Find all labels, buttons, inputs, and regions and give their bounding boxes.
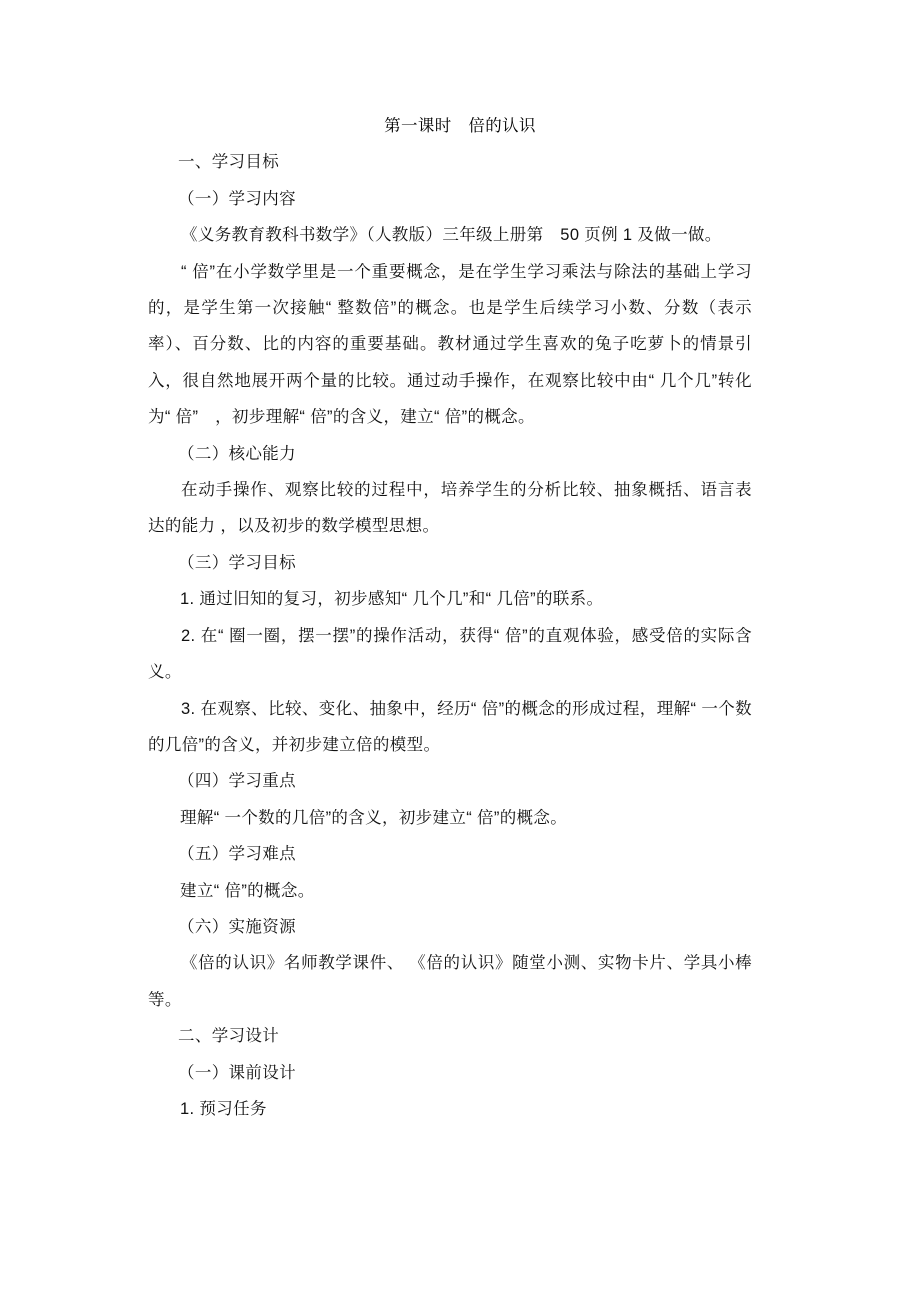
core-ability-paragraph: 在动手操作、观察比较的过程中，培养学生的分析比较、抽象概括、语言表达的能力 ，以及初步的数学模型思想。 xyxy=(148,481,752,536)
resources-text: 《倍的认识》名师教学课件、 《倍的认识》随堂小测、实物卡片、学具小棒等。 xyxy=(148,954,752,1009)
key-point-text: 理解“ 一个数的几倍”的含义，初步建立“ 倍”的概念。 xyxy=(180,808,568,827)
difficulty-text: 建立“ 倍”的概念。 xyxy=(180,881,315,900)
textbook-source-line: 《义务教育教科书数学》（人教版）三年级上册第 50 页例 1 及做一做。 xyxy=(181,226,722,245)
learning-goal-item-2: 2. 在“ 圈一圈，摆一摆”的操作活动，获得“ 倍”的直观体验，感受倍的实际含义。 xyxy=(148,626,752,682)
learning-goal-item-1: 1. 通过旧知的复习，初步感知“ 几个几”和“ 几倍”的联系。 xyxy=(180,590,604,609)
heading-difficulty: （五）学习难点 xyxy=(178,845,296,864)
learning-goal-item-3: 3. 在观察、比较、变化、抽象中，经历“ 倍”的概念的形成过程，理解“ 一个数的几倍”的含义，并初步建立倍的模型。 xyxy=(148,699,752,754)
heading-key-point: （四）学习重点 xyxy=(178,772,296,791)
heading-learning-objectives: 一、学习目标 xyxy=(178,153,280,172)
heading-learning-design: 二、学习设计 xyxy=(178,1027,280,1046)
heading-learning-goals: （三）学习目标 xyxy=(178,553,296,572)
heading-learning-content: （一）学习内容 xyxy=(178,189,296,208)
heading-resources: （六）实施资源 xyxy=(178,917,296,936)
pre-class-item-1: 1. 预习任务 xyxy=(180,1099,267,1118)
lesson-title: 第一课时 倍的认识 xyxy=(384,117,536,135)
heading-pre-class-design: （一）课前设计 xyxy=(178,1063,296,1082)
content-paragraph: “ 倍”在小学数学里是一个重要概念，是在学生学习乘法与除法的基础上学习的，是学生第一次接触“ 整数倍”的概念。也是学生后续学习小数、分数（表示率）、百分数、比的内容的重要基础。教材通过学生喜欢的兔子吃萝卜的情景引入，很自然地展开两个量的比较。通过动手操作，在观察比较中由“ 几个几”转化为“ 倍” ，初步理解“ 倍”的含义，建立“ 倍”的概念。 xyxy=(148,262,752,427)
heading-core-ability: （二）核心能力 xyxy=(178,444,296,463)
document-body xyxy=(148,108,752,1127)
